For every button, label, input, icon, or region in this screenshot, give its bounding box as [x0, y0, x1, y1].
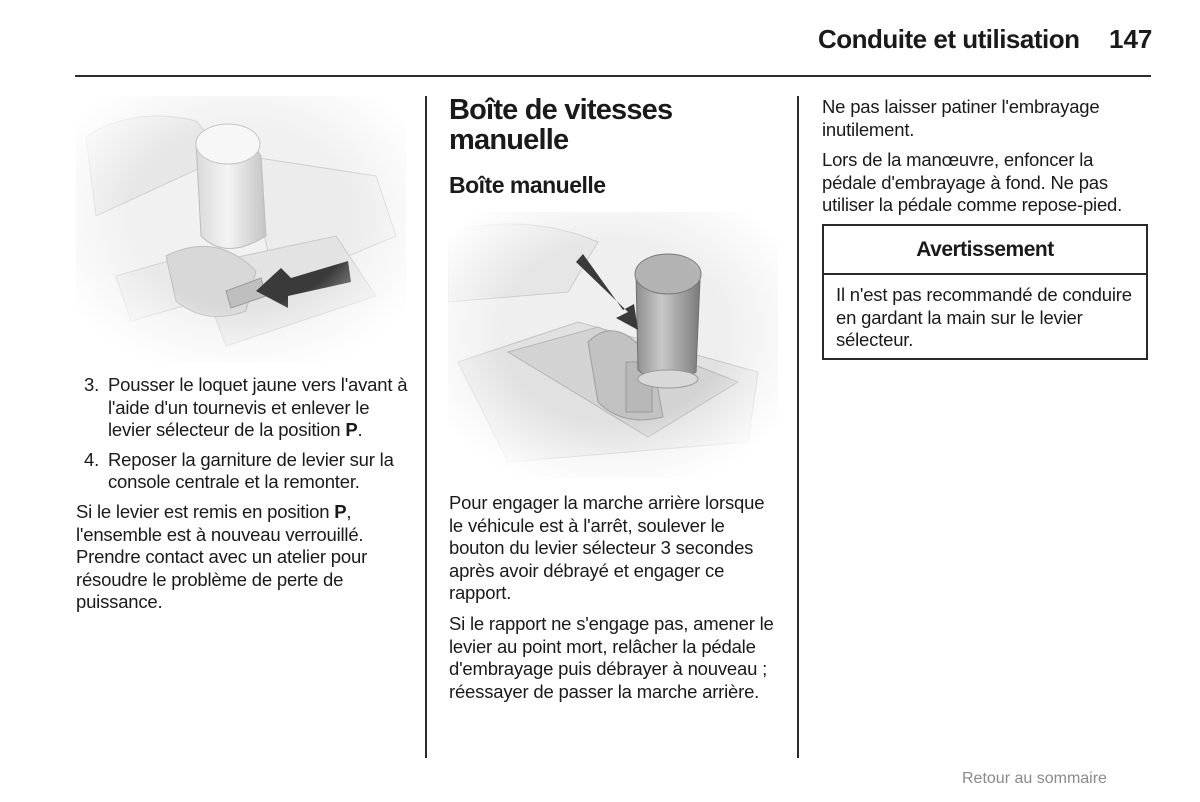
back-to-contents-link[interactable]: Retour au sommaire [962, 770, 1107, 787]
clutch-pedal-paragraph: Lors de la manœuvre, enfoncer la pédale d'embrayage à fond. Ne pas utiliser la pédale comme repose-pied. [822, 149, 1123, 216]
paragraph-bold: P [334, 500, 347, 522]
paragraph-text: Si le levier est remis en position [76, 500, 335, 522]
paragraph-text: , l'ensemble est à nouveau verrouillé. Prendre contact avec un atelier pour résoudre le problème de perte de puissance. [76, 500, 368, 613]
warning-title: Avertissement [824, 226, 1146, 275]
right-column [822, 96, 1150, 225]
warning-text: Il n'est pas recommandé de conduire en gardant la main sur le levier sélecteur. [836, 284, 1132, 351]
reverse-gear-paragraph: Pour engager la marche arrière lorsque le véhicule est à l'arrêt, soulever le bouton du levier sélecteur 3 secondes après avoir débrayé et engager ce rapport. [449, 492, 765, 604]
header-rule [75, 75, 1151, 77]
column-divider-right [797, 96, 799, 758]
page-number: 147 [1109, 24, 1153, 54]
page-section-title: Conduite et utilisation [818, 24, 1080, 54]
warning-box [822, 224, 1148, 360]
list-item [76, 449, 412, 494]
list-item [76, 374, 412, 442]
clutch-slip-paragraph: Ne pas laisser patiner l'embrayage inutilement. [822, 96, 1100, 140]
step-number: 4. [84, 448, 100, 470]
step-number: 3. [84, 374, 100, 395]
section-heading: Boîte de vitesses manuelle [449, 94, 673, 156]
section-subheading: Boîte manuelle [449, 172, 606, 198]
step-bold: P [345, 419, 358, 441]
selector-lever-illustration [76, 96, 406, 362]
step-text: Reposer la garniture de levier sur la console centrale et la remonter. [108, 448, 394, 493]
neutral-retry-paragraph: Si le rapport ne s'engage pas, amener le levier au point mort, relâcher la pédale d'embrayage puis débrayer à nouveau ; réessayer de passer la marche arrière. [449, 612, 774, 702]
steps-list [76, 374, 412, 494]
manual-gear-lever-illustration [448, 212, 778, 478]
lever-lock-paragraph [76, 501, 412, 614]
left-column [76, 374, 412, 622]
step-text: Pousser le loquet jaune vers l'avant à l'aide d'un tournevis et enlever le levier sélecteur de la position [108, 374, 408, 441]
step-tail: . [357, 419, 363, 441]
middle-column [449, 492, 781, 711]
column-divider-left [425, 96, 427, 758]
